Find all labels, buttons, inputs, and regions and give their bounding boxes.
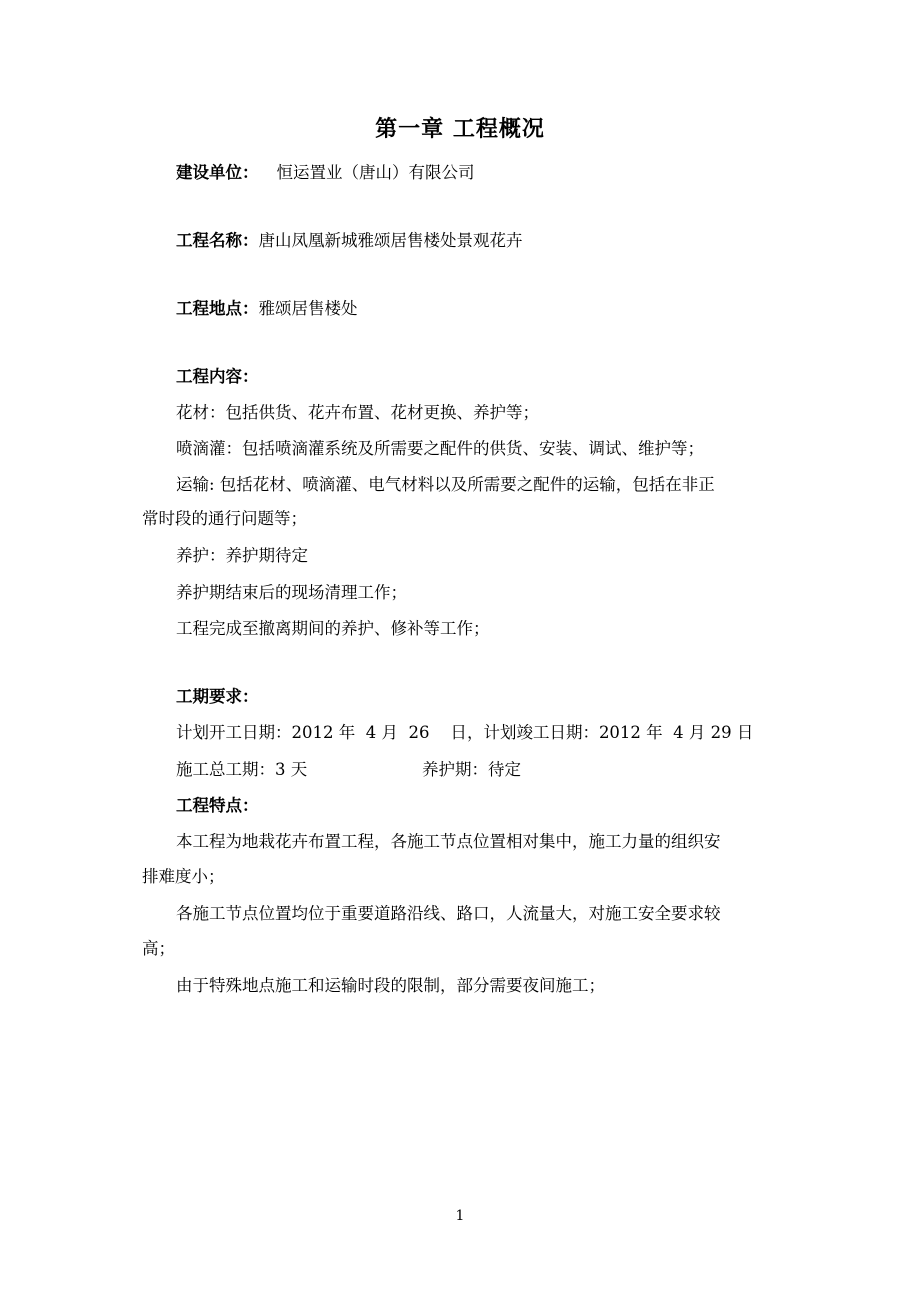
builder-line	[176, 162, 475, 184]
end-date-value: 2012 年 4 月 29 日	[598, 723, 754, 742]
date-separator: ，	[466, 723, 484, 742]
schedule-dates-line	[176, 722, 753, 744]
start-date-label: 计划开工日期：	[176, 723, 292, 742]
total-duration-value: 3 天	[275, 760, 308, 779]
content-line: 工程完成至撤离期间的养护、修补等工作；	[176, 619, 490, 638]
schedule-heading: 工期要求：	[176, 687, 259, 706]
features-line: 高；	[142, 939, 175, 958]
content-line: 养护：养护期待定	[176, 546, 308, 565]
project-site-value: 雅颂居售楼处	[258, 299, 358, 318]
features-line: 各施工节点位置均位于重要道路沿线、路口，人流量大，对施工安全要求较	[176, 904, 721, 923]
project-name-label: 工程名称：	[176, 231, 259, 250]
chapter-title: 第一章 工程概况	[375, 116, 545, 142]
content-line: 喷滴灌：包括喷滴灌系统及所需要之配件的供货、安装、调试、维护等；	[176, 439, 704, 458]
content-line: 养护期结束后的现场清理工作；	[176, 583, 407, 602]
content-line: 花材：包括供货、花卉布置、花材更换、养护等；	[176, 403, 539, 422]
features-line: 排难度小；	[142, 867, 225, 886]
features-line: 本工程为地栽花卉布置工程，各施工节点位置相对集中，施工力量的组织安	[176, 832, 721, 851]
builder-value: 恒运置业（唐山）有限公司	[276, 163, 475, 182]
content-line: 常时段的通行问题等；	[142, 509, 307, 528]
builder-label: 建设单位：	[176, 163, 259, 182]
end-date-label: 计划竣工日期：	[483, 723, 599, 742]
maintenance-period-value: 待定	[488, 760, 521, 779]
content-line: 运输: 包括花材、喷滴灌、电气材料以及所需要之配件的运输，包括在非正	[176, 475, 715, 494]
project-site-line	[176, 298, 358, 320]
total-duration-label: 施工总工期：	[176, 760, 275, 779]
page-number: 1	[455, 1208, 465, 1224]
maintenance-period-line	[422, 759, 521, 781]
project-name-value: 唐山凤凰新城雅颂居售楼处景观花卉	[258, 231, 523, 250]
features-heading: 工程特点：	[176, 796, 259, 815]
maintenance-period-label: 养护期：	[422, 760, 488, 779]
project-site-label: 工程地点：	[176, 299, 259, 318]
content-heading: 工程内容：	[176, 367, 259, 386]
features-line: 由于特殊地点施工和运输时段的限制，部分需要夜间施工；	[176, 976, 605, 995]
total-duration-line	[176, 759, 307, 781]
project-name-line	[176, 230, 523, 252]
start-date-value: 2012 年 4 月 26 日	[291, 723, 467, 742]
